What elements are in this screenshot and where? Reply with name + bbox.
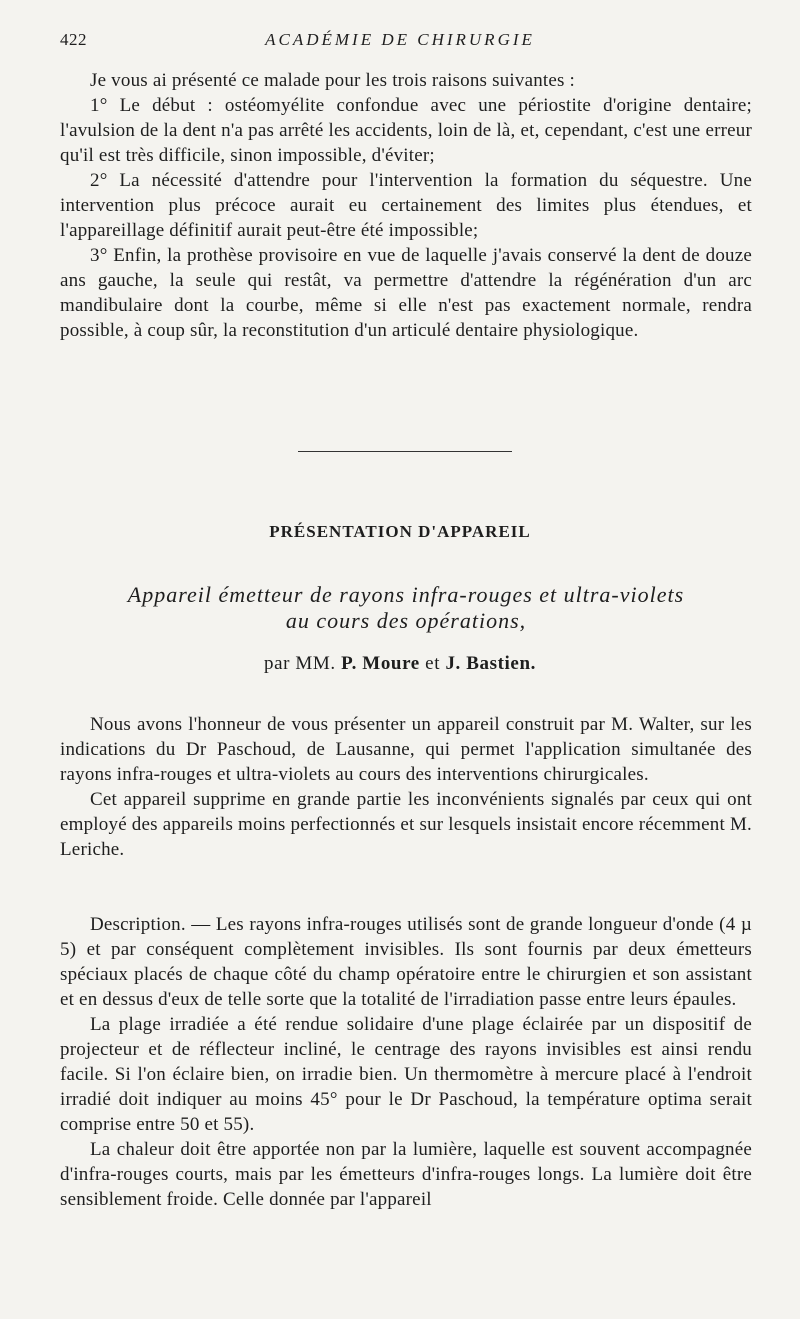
authors-prefix: par MM. bbox=[264, 653, 336, 674]
running-title: ACADÉMIE DE CHIRURGIE bbox=[265, 30, 535, 49]
article-body-2 bbox=[60, 912, 752, 1212]
page-number: 422 bbox=[60, 30, 87, 49]
paragraph: La plage irradiée a été rendue solidaire d'une plage éclairée par un dispositif de projecteur et de réflecteur incliné, le centrage des rayons invisibles est ainsi rendu facile. Si l'on éclaire bien, on irradie bien. Un thermomètre à mercure placé à l'endroit irradié doit indiquer au moins 45° pour le Dr Paschoud, la température optima serait comprise entre 50 et 55). bbox=[60, 1014, 752, 1135]
paragraph: Nous avons l'honneur de vous présenter un appareil construit par M. Walter, sur les indications du Dr Paschoud, de Lausanne, qui permet l'application simultanée des rayons infra-rouges et ultra-violets au cours des interventions chirurgicales. bbox=[60, 714, 752, 785]
paragraph: Description. — Les rayons infra-rouges utilisés sont de grande longueur d'onde (4 µ 5) et par conséquent complètement invisibles. Ils sont fournis par deux émetteurs spéciaux placés de chaque côté du champ opératoire entre le chirurgien et son assistant et en dessus d'eux de telle sorte que la totalité de l'irradiation passe entre leurs épaules. bbox=[60, 914, 752, 1010]
paragraph: Cet appareil supprime en grande partie les inconvénients signalés par ceux qui ont employé des appareils moins perfectionnés et sur lesquels insistait encore récemment M. Leriche. bbox=[60, 789, 752, 860]
authors-line bbox=[0, 653, 800, 675]
paragraph: 2° La nécessité d'attendre pour l'intervention la formation du séquestre. Une intervention plus précoce aurait eu certainement des limites plus étendues, et l'appareillage définitif aurait peut-être été impossible; bbox=[60, 170, 752, 241]
paragraph: Je vous ai présenté ce malade pour les trois raisons suivantes : bbox=[90, 70, 576, 91]
intro-text bbox=[60, 68, 752, 343]
paragraph: 1° Le début : ostéomyélite confondue avec une périostite d'origine dentaire; l'avulsion de la dent n'a pas arrêté les accidents, loin de là, et, cependant, c'est une erreur qu'il est très difficile, sinon impossible, d'éviter; bbox=[60, 95, 752, 166]
section-heading: PRÉSENTATION D'APPAREIL bbox=[269, 522, 531, 541]
paragraph: 3° Enfin, la prothèse provisoire en vue de laquelle j'avais conservé la dent de douze ans gauche, la seule qui restât, va permettre d'attendre la régénération d'un arc mandibulaire dont la courbe, même si elle n'est pas exactement normale, rendra possible, à coup sûr, la reconstitution d'un articulé dentaire physiologique. bbox=[60, 245, 752, 341]
section-divider bbox=[298, 451, 512, 452]
article-body-1 bbox=[60, 712, 752, 862]
page-header bbox=[60, 30, 740, 56]
article-title bbox=[60, 582, 752, 634]
article-title-line: au cours des opérations, bbox=[285, 608, 527, 633]
author-name: J. Bastien. bbox=[445, 653, 536, 674]
authors-conjunction: et bbox=[425, 653, 441, 674]
paragraph: La chaleur doit être apportée non par la lumière, laquelle est souvent accompagnée d'infra-rouges courts, mais par les émetteurs d'infra-rouges longs. La lumière doit être sensiblement froide. Celle donnée par l'appareil bbox=[60, 1139, 752, 1210]
article-title-line: Appareil émetteur de rayons infra-rouges et ultra-violets bbox=[127, 582, 685, 607]
author-name: P. Moure bbox=[341, 653, 420, 674]
